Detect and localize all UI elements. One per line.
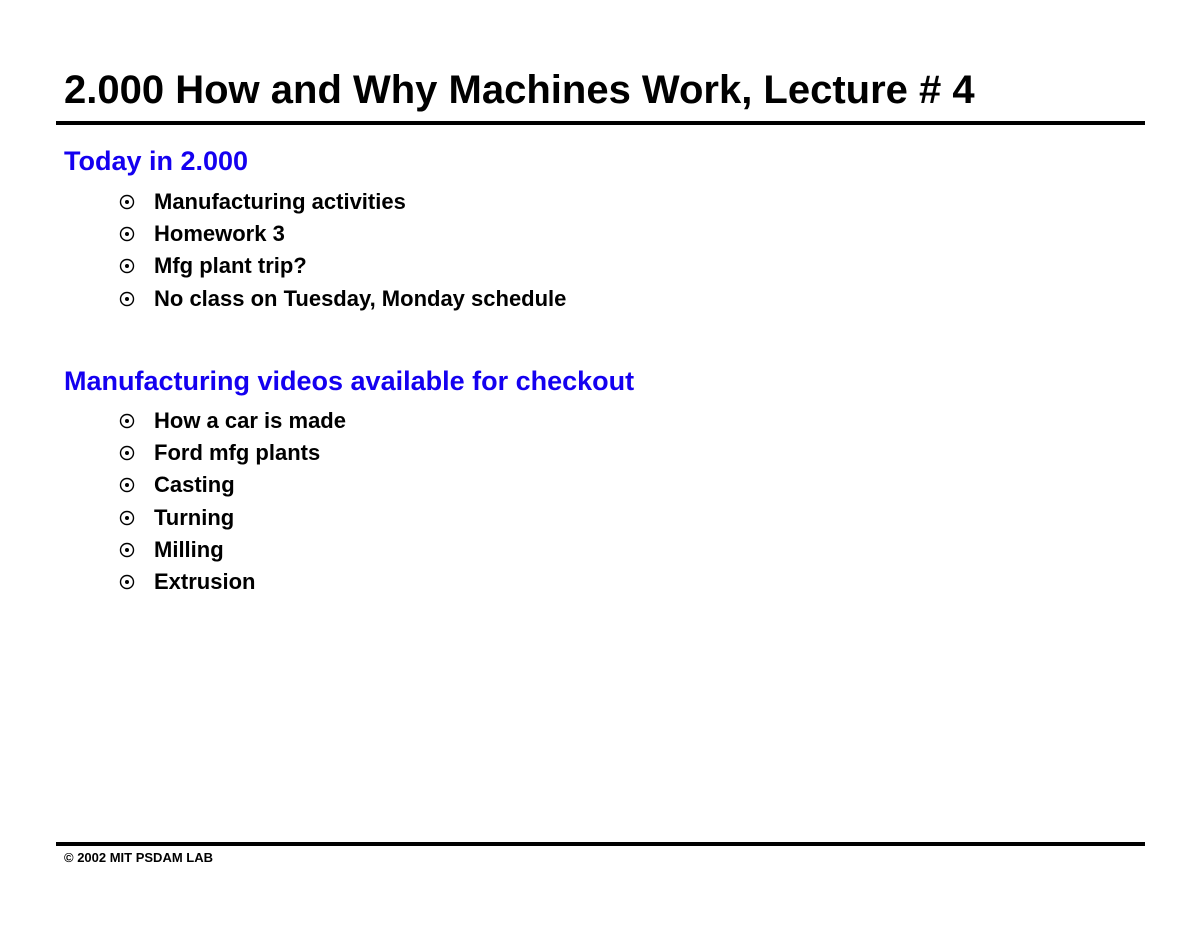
list-item [118,218,566,250]
list-item-label: No class on Tuesday, Monday schedule [154,285,567,311]
list-item-label: Turning [154,504,235,530]
list-item [118,437,346,469]
slide-title: 2.000 How and Why Machines Work, Lecture # 4 [64,68,975,112]
list-item-label: Ford mfg plants [154,440,321,466]
today-list [118,186,566,315]
circled-dot-icon [118,412,136,430]
list-item-label: Extrusion [154,569,256,595]
list-item [118,250,566,282]
circled-dot-icon [118,257,136,275]
circled-dot-icon [118,444,136,462]
list-item-label: Homework 3 [154,221,285,247]
list-item-label: Milling [154,536,224,562]
circled-dot-icon [118,193,136,211]
list-item [118,566,346,598]
circled-dot-icon [118,509,136,527]
videos-list [118,405,346,598]
list-item [118,186,566,218]
section-heading-today: Today in 2.000 [64,146,249,176]
circled-dot-icon [118,573,136,591]
circled-dot-icon [118,290,136,308]
list-item-label: Manufacturing activities [154,189,406,215]
title-divider [56,121,1145,125]
list-item-label: How a car is made [154,408,346,434]
section-heading-videos: Manufacturing videos available for checkout [64,366,635,396]
footer-copyright: © 2002 MIT PSDAM LAB [64,850,213,865]
list-item [118,405,346,437]
circled-dot-icon [118,541,136,559]
list-item [118,283,566,315]
circled-dot-icon [118,225,136,243]
list-item-label: Mfg plant trip? [154,253,307,279]
list-item [118,534,346,566]
footer-divider [56,842,1145,846]
list-item-label: Casting [154,472,235,498]
list-item [118,469,346,501]
circled-dot-icon [118,476,136,494]
list-item [118,502,346,534]
